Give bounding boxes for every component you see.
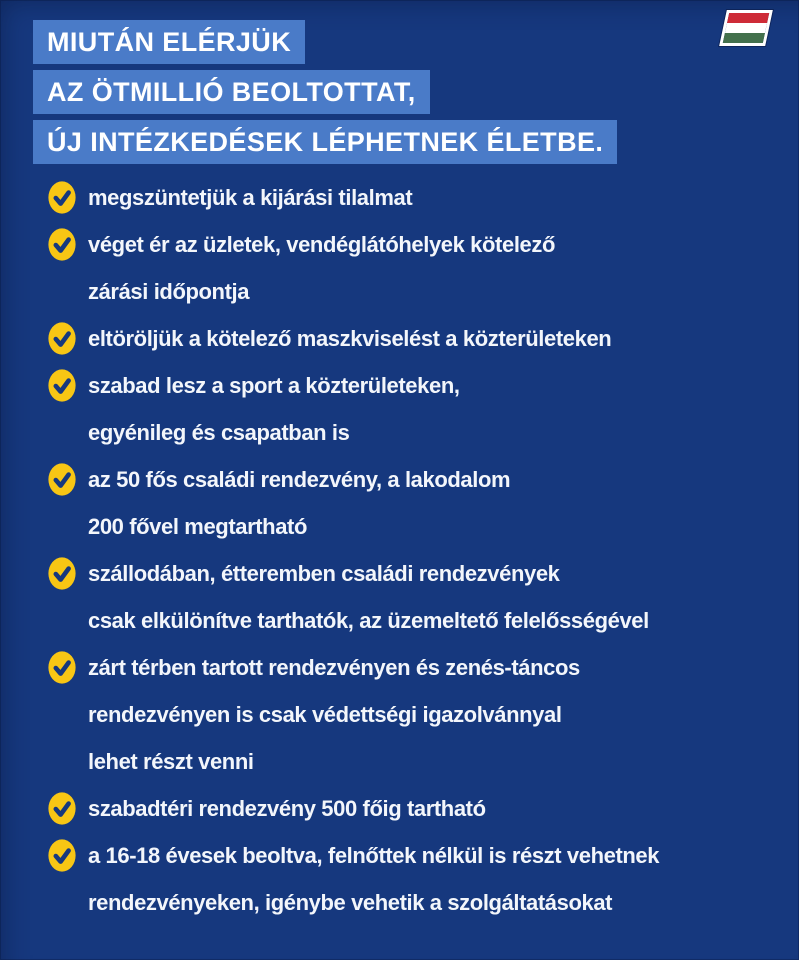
headline: [0, 0, 799, 164]
checklist-item: [48, 644, 789, 785]
checklist-line: rendezvényeken, igénybe vehetik a szolgáltatásokat: [88, 890, 613, 915]
flag-stripe-green: [723, 33, 765, 43]
check-icon: [48, 792, 76, 825]
headline-line-text: AZ ÖTMILLIÓ BEOLTOTTAT,: [47, 77, 416, 107]
checklist-item-lines: [88, 315, 611, 362]
checklist-line: véget ér az üzletek, vendéglátóhelyek kötelező: [88, 232, 556, 257]
check-icon: [48, 369, 76, 402]
checklist-item: [48, 174, 789, 221]
flag-stripe-red: [727, 13, 769, 23]
check-icon: [48, 181, 76, 214]
checklist-item-lines: [88, 362, 460, 456]
checklist-item-lines: [88, 832, 659, 926]
checklist-item-lines: [88, 644, 580, 785]
checklist-line: szállodában, étteremben családi rendezvények: [88, 561, 560, 586]
checklist-item: [48, 550, 789, 644]
headline-line-text: ÚJ INTÉZKEDÉSEK LÉPHETNEK ÉLETBE.: [47, 127, 604, 157]
check-icon: [48, 228, 76, 261]
headline-line-box: [33, 70, 430, 114]
checklist-item-lines: [88, 550, 649, 644]
checklist-line: rendezvényen is csak védettségi igazolvánnyal: [88, 702, 562, 727]
checklist-item: [48, 785, 789, 832]
checklist: [0, 174, 799, 926]
checklist-line: lehet részt venni: [88, 749, 254, 774]
checklist-line: eltöröljük a kötelező maszkviselést a közterületeken: [88, 326, 612, 351]
checklist-item: [48, 315, 789, 362]
checklist-line: egyénileg és csapatban is: [88, 420, 350, 445]
checklist-line: zárt térben tartott rendezvényen és zenés-táncos: [88, 655, 580, 680]
check-icon: [48, 651, 76, 684]
checklist-item-lines: [88, 221, 555, 315]
checklist-line: zárási időpontja: [88, 279, 250, 304]
headline-line-text: MIUTÁN ELÉRJÜK: [47, 27, 292, 57]
checklist-item: [48, 456, 789, 550]
check-icon: [48, 463, 76, 496]
checklist-line: csak elkülönítve tarthatók, az üzemeltető felelősségével: [88, 608, 649, 633]
checklist-item: [48, 221, 789, 315]
checklist-item-lines: [88, 456, 510, 550]
checklist-item: [48, 362, 789, 456]
headline-line-box: [33, 20, 305, 64]
flag-stripe-white: [725, 23, 767, 33]
check-icon: [48, 557, 76, 590]
check-icon: [48, 322, 76, 355]
checklist-line: megszüntetjük a kijárási tilalmat: [88, 185, 413, 210]
checklist-line: a 16-18 évesek beoltva, felnőttek nélkül is részt vehetnek: [88, 843, 660, 868]
checklist-line: szabad lesz a sport a közterületeken,: [88, 373, 460, 398]
check-icon: [48, 839, 76, 872]
checklist-item-lines: [88, 174, 412, 221]
checklist-item: [48, 832, 789, 926]
checklist-line: szabadtéri rendezvény 500 főig tartható: [88, 796, 486, 821]
checklist-line: 200 fővel megtartható: [88, 514, 308, 539]
hungary-flag-icon: [719, 10, 773, 46]
checklist-line: az 50 fős családi rendezvény, a lakodalom: [88, 467, 511, 492]
checklist-item-lines: [88, 785, 486, 832]
headline-line-box: [33, 120, 617, 164]
